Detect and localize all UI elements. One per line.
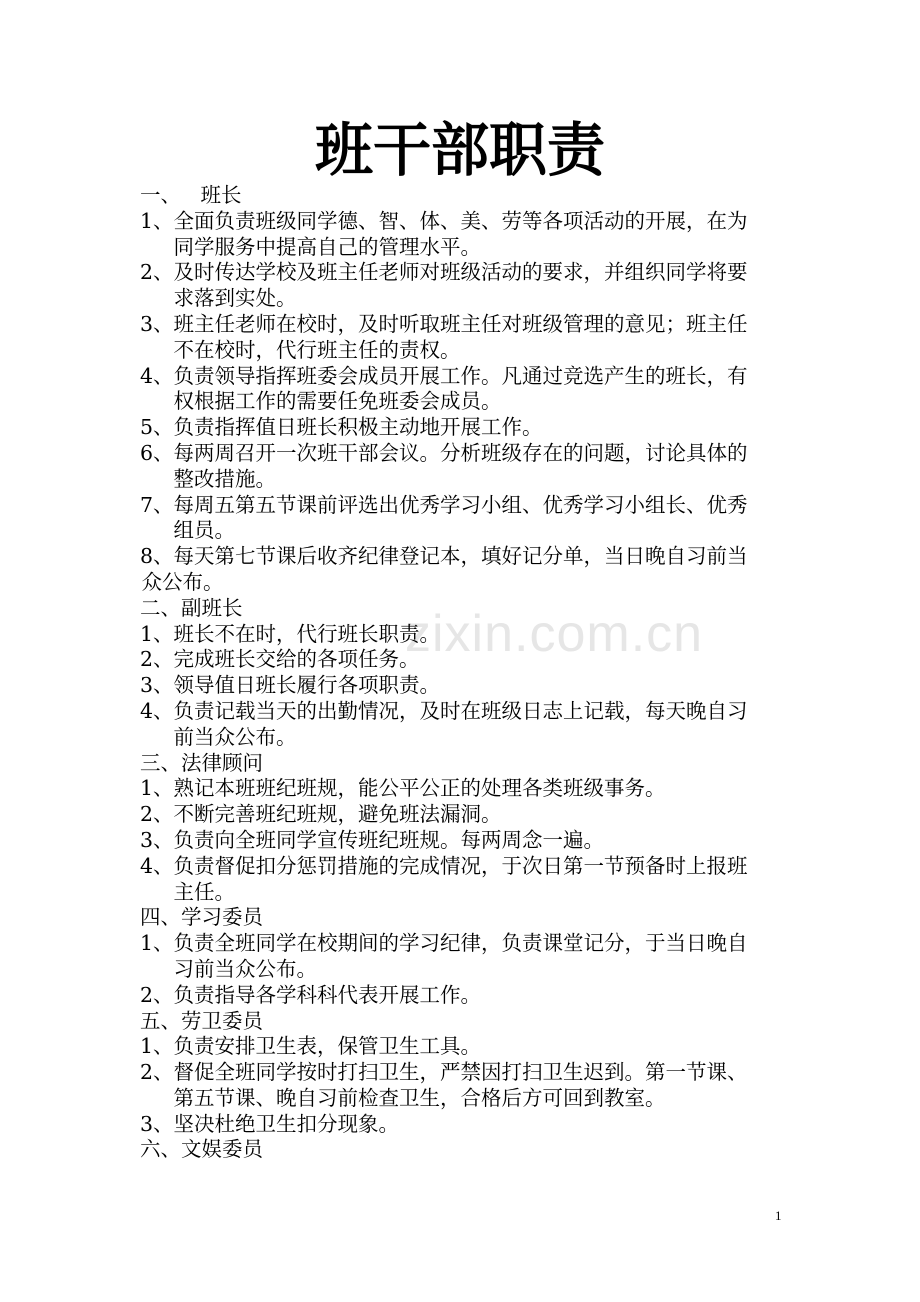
item-number: 2、 (140, 982, 174, 1007)
item-text: 负责全班同学在校期间的学习纪律，负责课堂记分，于当日晚自 习前当众公布。 (173, 931, 748, 981)
item-text: 班主任老师在校时，及时听取班主任对班级管理的意见；班主任 不在校时，代行班主任的责权。 (173, 311, 748, 362)
item-text: 班长不在时，代行班长职责。 (173, 621, 441, 646)
section-heading-entertainment-committee: 六、文娱委员 (140, 1137, 263, 1162)
item-text: 坚决杜绝卫生扣分现象。 (173, 1111, 400, 1136)
item-text: 不断完善班纪班规，避免班法漏洞。 (173, 802, 502, 827)
item-text: 及时传达学校及班主任老师对班级活动的要求，并组织同学将要 求落到实处。 (173, 260, 748, 311)
document-body (140, 183, 785, 1163)
list-item (140, 441, 785, 493)
list-item (140, 622, 785, 648)
item-number: 2、 (140, 802, 174, 827)
item-number: 1、 (140, 931, 174, 956)
item-text: 全面负责班级同学德、智、体、美、劳等各项活动的开展，在为 同学服务中提高自己的管理水平。 (173, 208, 748, 259)
item-number: 3、 (140, 673, 174, 698)
list-item (140, 1034, 785, 1060)
item-number: 2、 (140, 260, 174, 285)
list-item (140, 260, 785, 312)
list-item (140, 802, 785, 828)
list-item (140, 647, 785, 673)
item-text: 每两周召开一次班干部会议。分析班级存在的问题，讨论具体的 整改措施。 (173, 440, 748, 491)
item-number: 4、 (140, 363, 174, 388)
document-title: 班干部职责 (314, 116, 605, 184)
section-heading-vice-monitor: 二、副班长 (140, 595, 243, 620)
item-text: 每周五第五节课前评选出优秀学习小组、优秀学习小组长、优秀 组员。 (173, 492, 748, 543)
page-number: 1 (775, 1208, 782, 1223)
watermark: zixin.com.cn (405, 605, 704, 663)
item-number: 4、 (140, 853, 174, 878)
item-text: 负责指导各学科科代表开展工作。 (173, 982, 482, 1007)
item-text: 领导值日班长履行各项职责。 (173, 673, 441, 698)
section-heading-labor-committee: 五、劳卫委员 (140, 1008, 263, 1033)
list-item (140, 415, 785, 441)
section-heading-legal-advisor: 三、法律顾问 (140, 750, 263, 775)
item-number: 5、 (140, 415, 174, 440)
item-number: 3、 (140, 827, 174, 852)
section-heading-study-committee: 四、学习委员 (140, 905, 263, 930)
item-number: 1、 (140, 208, 174, 233)
list-item (140, 544, 785, 596)
item-number: 2、 (140, 1060, 174, 1085)
item-number: 1、 (140, 621, 174, 646)
item-number: 3、 (140, 1111, 174, 1136)
list-item (140, 673, 785, 699)
item-number: 8、 (140, 544, 174, 569)
list-item (140, 1112, 785, 1138)
item-number: 1、 (140, 776, 174, 801)
list-item (140, 364, 785, 416)
list-item (140, 983, 785, 1009)
list-item (140, 312, 785, 364)
list-item (140, 931, 785, 983)
item-number: 1、 (140, 1034, 174, 1059)
list-item (140, 776, 785, 802)
item-text: 熟记本班班纪班规，能公平公正的处理各类班级事务。 (173, 776, 666, 801)
list-item (140, 1060, 785, 1112)
item-text: 督促全班同学按时打扫卫生，严禁因打扫卫生迟到。第一节课、 第五节课、晚自习前检查卫生，合格后方可回到教室。 (173, 1060, 748, 1110)
section-heading-monitor: 一、 班长 (140, 183, 242, 207)
list-item (140, 854, 785, 906)
item-text: 负责指挥值日班长积极主动地开展工作。 (173, 415, 543, 440)
list-item (140, 828, 785, 854)
item-text: 负责督促扣分惩罚措施的完成情况，于次日第一节预备时上报班 主任。 (173, 853, 748, 904)
item-text: 负责安排卫生表，保管卫生工具。 (173, 1034, 482, 1059)
list-item (140, 699, 785, 751)
item-text: 每天第七节课后收齐纪律登记本，填好记分单，当日晚自习前当 众公布。 (141, 544, 748, 594)
list-item (140, 209, 785, 261)
item-text: 负责向全班同学宣传班纪班规。每两周念一遍。 (173, 827, 605, 852)
item-number: 6、 (140, 440, 174, 465)
item-number: 4、 (140, 698, 174, 723)
item-number: 7、 (140, 492, 174, 517)
item-text: 完成班长交给的各项任务。 (173, 647, 420, 672)
item-text: 负责领导指挥班委会成员开展工作。凡通过竞选产生的班长，有 权根据工作的需要任免班委会成员。 (173, 363, 748, 414)
item-number: 2、 (140, 647, 174, 672)
item-number: 3、 (140, 311, 174, 336)
list-item (140, 493, 785, 545)
item-text: 负责记载当天的出勤情况，及时在班级日志上记载，每天晚自习 前当众公布。 (173, 698, 748, 749)
